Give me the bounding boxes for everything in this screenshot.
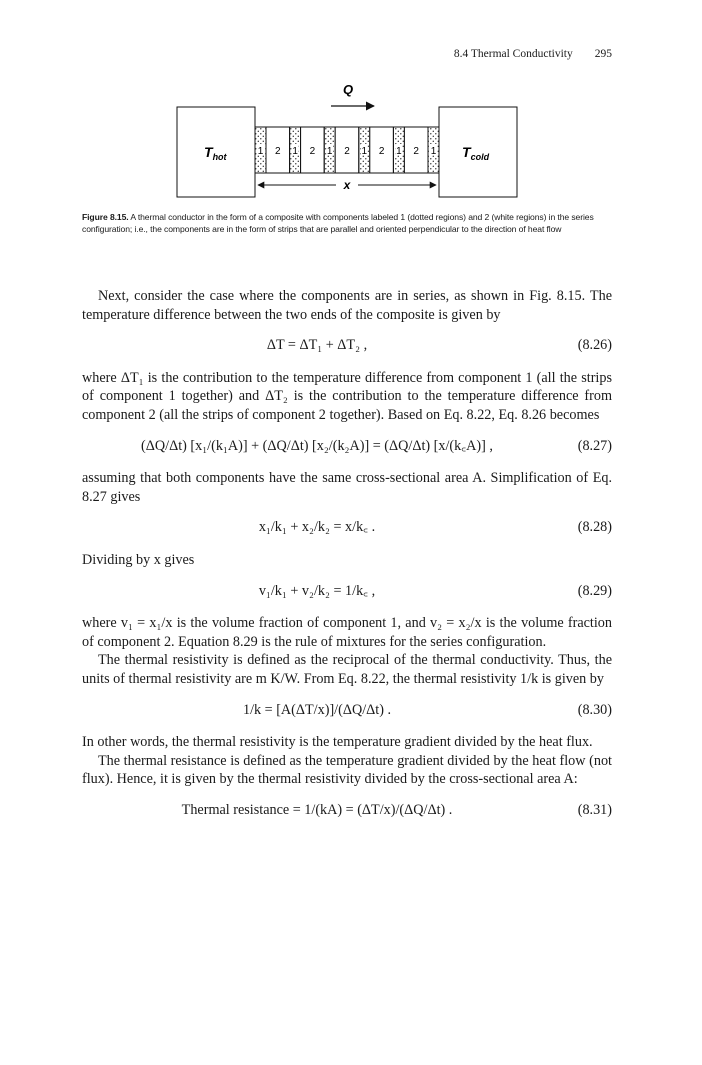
equation-8-29 [82, 582, 612, 601]
t-cold-label: $T_{cold}$ [462, 144, 490, 162]
equation-8-26 [82, 336, 612, 355]
equation-8-31 [82, 801, 612, 820]
figure-caption [82, 212, 612, 235]
strip-label: 2 [309, 146, 316, 157]
strip-label: 1 [430, 146, 437, 157]
paragraph: where ΔT₁ is the contribution to the temperature difference from component 1 (all the strips of component 1 together) and ΔT₂ is the contribution to the temperature difference from component 2 (all the strips of component 2 together). Based on Eq. 8.22, Eq. 8.26 becomes [82, 369, 612, 423]
equation-number: (8.29) [577, 582, 612, 599]
paragraph: assuming that both components have the same cross-sectional area A. Simplification of Eq. 8.27 gives [82, 470, 612, 505]
page-number: 295 [594, 48, 612, 60]
caption-label: Figure 8.15. [82, 212, 129, 222]
q-label: Q [342, 82, 354, 97]
equation-body: v₁/k₁ + v₂/k₂ = 1/k꜀ , [258, 582, 376, 599]
x-label: x [343, 178, 351, 192]
strip-label: 2 [275, 146, 281, 157]
paragraph: Next, consider the case where the components are in series, as shown in Fig. 8.15. The temperature difference between the two ends of the composite is given by [82, 288, 612, 323]
strip-label: 2 [413, 146, 419, 157]
strip-label: 1 [396, 146, 402, 157]
composite-strips [255, 127, 439, 173]
caption-text: A thermal conductor in the form of a composite with components labeled 1 (dotted regions) and 2 (white regions) in the series configuration; i.e., the components are in the form of strips that are parallel and oriented perpendicular to the direction of heat flow [82, 212, 594, 234]
strip-label: 2 [378, 146, 385, 157]
running-header [454, 48, 612, 60]
paragraph: where v₁ = x₁/x is the volume fraction of component 1, and v₂ = x₂/x is the volume fraction of component 2. Equation 8.29 is the rule of mixtures for the series configuration. [82, 615, 612, 650]
body-text [82, 287, 612, 833]
t-hot-label: $T_{hot}$ [204, 144, 227, 162]
equation-body: Thermal resistance = 1/(kA) = (ΔT/x)/(ΔQ/Δt) . [181, 801, 453, 818]
equation-number: (8.26) [577, 337, 612, 354]
paragraph: The thermal resistivity is defined as the reciprocal of the thermal conductivity. Thus, the units of thermal resistivity are m K/W. From Eq. 8.22, the thermal resistivity 1/k is given by [82, 652, 612, 687]
equation-number: (8.30) [577, 701, 612, 718]
section-title: 8.4 Thermal Conductivity [453, 48, 573, 60]
equation-body: ΔT = ΔT₁ + ΔT₂ , [266, 337, 368, 354]
equation-body: 1/k = [A(ΔT/x)]/(ΔQ/Δt) . [242, 701, 392, 718]
equation-8-28 [82, 518, 612, 537]
composite-diagram [82, 80, 612, 205]
strip-label: 2 [344, 146, 350, 157]
strip-label: 1 [257, 146, 264, 157]
equation-body: x₁/k₁ + x₂/k₂ = x/k꜀ . [258, 519, 376, 536]
equation-number: (8.27) [577, 437, 612, 454]
paragraph: In other words, the thermal resistivity is the temperature gradient divided by the heat flux. [82, 734, 593, 751]
strip-label: 1 [292, 146, 298, 157]
paragraph: The thermal resistance is defined as the temperature gradient divided by the heat flow (not flux). Hence, it is given by the thermal resistivity divided by the cross-sectional area A: [82, 752, 612, 788]
figure-8-15 [82, 80, 612, 205]
strip-label: 1 [326, 146, 333, 157]
equation-number: (8.31) [577, 801, 612, 818]
equation-number: (8.28) [577, 519, 612, 536]
paragraph: Dividing by x gives [82, 551, 195, 568]
equation-8-27 [82, 437, 612, 456]
equation-8-30 [82, 701, 612, 720]
strip-label: 1 [361, 146, 368, 157]
equation-body: (ΔQ/Δt) [x₁/(k₁A)] + (ΔQ/Δt) [x₂/(k₂A)] = (ΔQ/Δt) [x/(k꜀A)] , [141, 437, 493, 454]
